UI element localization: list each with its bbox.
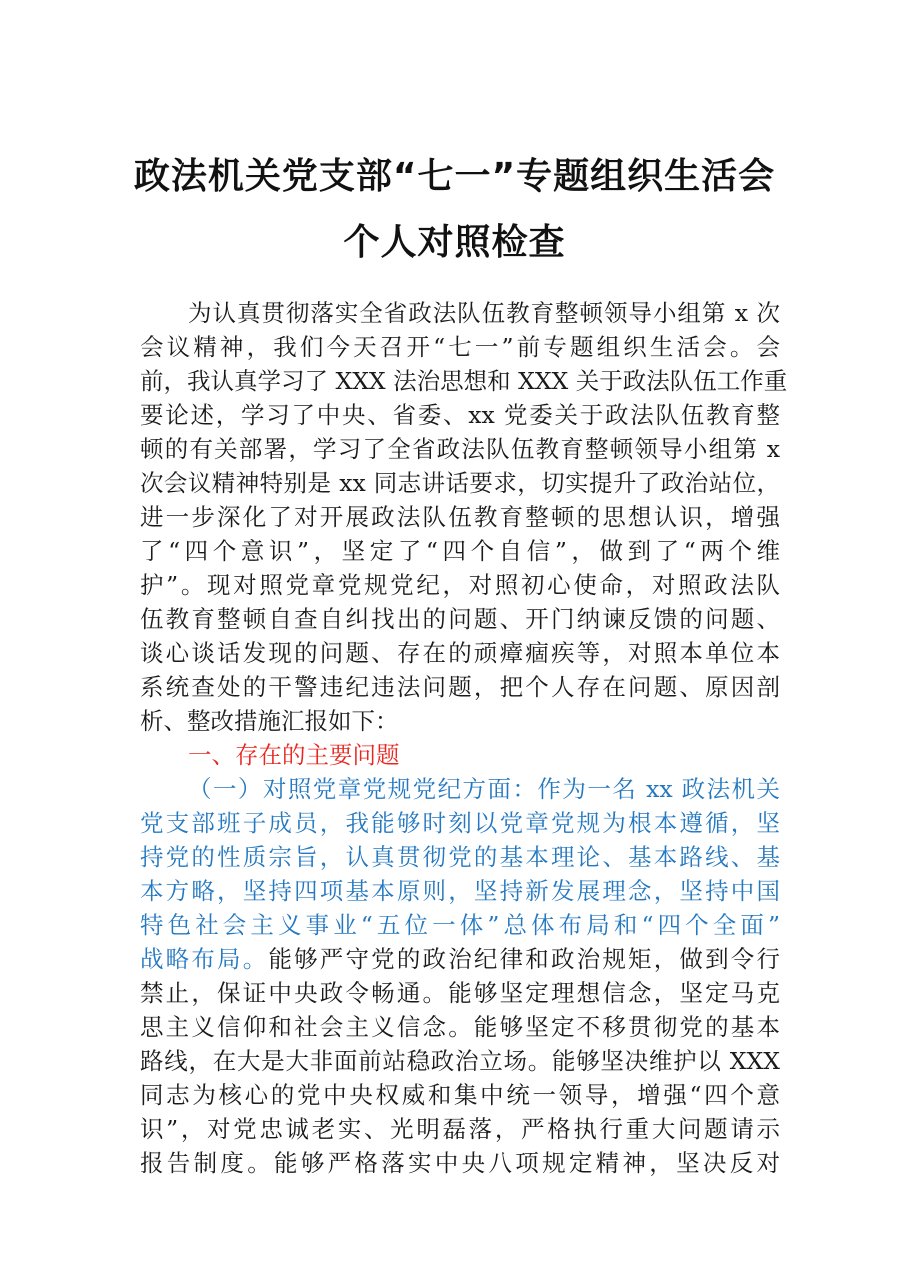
- section-heading: 一、存在的主要问题: [188, 741, 400, 769]
- paragraph-line: 伍教育整顿自查自纠找出的问题、开门纳谏反馈的问题、: [140, 605, 780, 633]
- paragraph-line: 进一步深化了对开展政法队伍教育整顿的思想认识，增强: [140, 503, 780, 531]
- paragraph-line: 思主义信仰和社会主义信念。能够坚定不移贯彻党的基本: [140, 1013, 780, 1041]
- paragraph-line-highlight: 党支部班子成员，我能够时刻以党章党规为根本遵循，坚: [140, 809, 780, 837]
- paragraph-line: 识”，对党忠诚老实、光明磊落，严格执行重大问题请示: [140, 1115, 780, 1143]
- paragraph-line: 报告制度。能够严格落实中央八项规定精神，坚决反对: [140, 1149, 780, 1177]
- paragraph-line-highlight: 特色社会主义事业“五位一体”总体布局和“四个全面”: [140, 911, 780, 939]
- paragraph-line: 系统查处的干警违纪违法问题，把个人存在问题、原因剖: [140, 673, 780, 701]
- document-subtitle: 个人对照检查: [343, 222, 566, 263]
- paragraph-line: 要论述，学习了中央、省委、xx 党委关于政法队伍教育整: [140, 401, 780, 429]
- normal-span: 能够严守党的政治纪律和政治规矩，做到令行: [268, 945, 780, 973]
- paragraph-line: 次会议精神特别是 xx 同志讲话要求，切实提升了政治站位，: [140, 469, 780, 497]
- paragraph-line: 了“四个意识”，坚定了“四个自信”，做到了“两个维: [140, 537, 780, 565]
- paragraph-line: 析、整改措施汇报如下：: [140, 707, 399, 735]
- paragraph-line-highlight: 本方略，坚持四项基本原则，坚持新发展理念，坚持中国: [140, 877, 780, 905]
- highlight-span: 战略布局。: [140, 945, 269, 973]
- paragraph-line: 同志为核心的党中央权威和集中统一领导，增强“四个意: [140, 1081, 780, 1109]
- paragraph-line: 禁止，保证中央政令畅通。能够坚定理想信念，坚定马克: [140, 979, 780, 1007]
- paragraph-line: 路线，在大是大非面前站稳政治立场。能够坚决维护以 XXX: [140, 1047, 780, 1075]
- document-title: 政法机关党支部“七一”专题组织生活会: [133, 156, 776, 197]
- paragraph-line-mixed: [140, 942, 780, 976]
- paragraph-line: 顿的有关部署，学习了全省政法队伍教育整顿领导小组第 x: [140, 435, 780, 463]
- paragraph-line: 为认真贯彻落实全省政法队伍教育整顿领导小组第 x 次: [188, 299, 780, 327]
- paragraph-line: 谈心谈话发现的问题、存在的顽瘴痼疾等，对照本单位本: [140, 639, 780, 667]
- paragraph-line: 会议精神，我们今天召开“七一”前专题组织生活会。会: [140, 333, 780, 361]
- paragraph-line: 前，我认真学习了 XXX 法治思想和 XXX 关于政法队伍工作重: [140, 367, 788, 395]
- paragraph-line-highlight: 持党的性质宗旨，认真贯彻党的基本理论、基本路线、基: [140, 843, 780, 871]
- paragraph-line: 护”。现对照党章党规党纪，对照初心使命，对照政法队: [140, 571, 780, 599]
- paragraph-line-highlight: （一）对照党章党规党纪方面：作为一名 xx 政法机关: [188, 775, 780, 803]
